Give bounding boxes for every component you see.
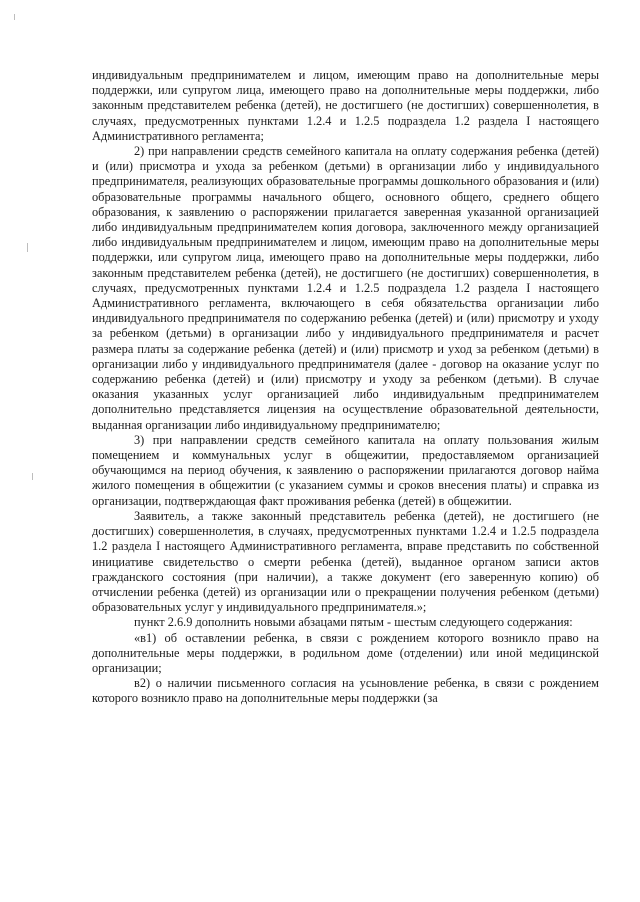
paragraph-item-2: 2) при направлении средств семейного капитала на оплату содержания ребенка (детей) и (или) присмотра и ухода за ребенком (детьми) в организации либо у индивидуального предпринимателя, реализующих образовательные программы дошкольного образования и (или) образовательные программы начального общего, основного общего, среднего общего образования, к заявлению о распоряжении прилагается заверенная указанной организацией либо индивидуальным предпринимателем копия договора, заключенного между организацией либо индивидуальным предпринимателем и лицом, имеющим право на дополнительные меры поддержки, или супругом лица, имеющего право на дополнительные меры поддержки, либо законным представителем ребенка (детей), не достигшего (не достигших) совершеннолетия, в случаях, предусмотренных пунктами 1.2.4 и 1.2.5 подраздела 1.2 раздела I настоящего Административного регламента, включающего в себя обязательства организации либо индивидуального предпринимателя по содержанию ребенка (детей) и (или) присмотру и уходу за ребенком (детьми) в организации либо у индивидуального предпринимателя и расчет размера платы за содержание ребенка (детей) и (или) присмотр и уход за ребенком (детьми) в организации либо у индивидуального предпринимателя (далее - договор на оказание услуг по содержанию ребенка (детей) и (или) присмотру и уходу за ребенком (детьми). В случае оказания указанных услуг организацией либо индивидуальным предпринимателем дополнительно представляется лицензия на осуществление образовательной деятельности, выданная организации либо индивидуальному предпринимателю; <box>92 144 599 432</box>
document-page <box>92 68 599 707</box>
paragraph-item-3: 3) при направлении средств семейного капитала на оплату пользования жилым помещением и коммунальных услуг в общежитии, предоставляемом организацией обучающимся на период обучения, к заявлению о распоряжении прилагаются договор найма жилого помещения в общежитии (с указанием суммы и сроков внесения платы) и справка из организации, подтверждающая факт проживания ребенка (детей) в общежитии. <box>92 432 599 508</box>
margin-mark <box>32 473 33 480</box>
margin-mark <box>27 243 28 252</box>
paragraph-applicant: Заявитель, а также законный представитель ребенка (детей), не достигшего (не достигших) совершеннолетия, в случаях, предусмотренных пунктами 1.2.4 и 1.2.5 подраздела 1.2 раздела I настоящего Административного регламента, вправе представить по собственной инициативе свидетельство о смерти ребенка (детей), выданное органом записи актов гражданского состояния (при наличии), а также документ (его заверенную копию) об отчислении ребенка (детей) из организации или о прекращении получения ребенком (детьми) образовательных услуг у индивидуального предпринимателя.»; <box>92 508 599 615</box>
paragraph-amendment: пункт 2.6.9 дополнить новыми абзацами пятым - шестым следующего содержания: <box>134 615 573 630</box>
paragraph-continuation: индивидуальным предпринимателем и лицом, имеющим право на дополнительные меры поддержки, или супругом лица, имеющего право на дополнительные меры поддержки, либо законным представителем ребенка (детей), не достигшего (не достигших) совершеннолетия, в случаях, предусмотренных пунктами 1.2.4 и 1.2.5 подраздела 1.2 раздела I настоящего Административного регламента; <box>92 68 599 143</box>
paragraph-item-v2: в2) о наличии письменного согласия на усыновление ребенка, в связи с рождением которого возникло право на дополнительные меры поддержки (за <box>92 676 599 706</box>
margin-mark <box>14 14 15 20</box>
paragraph-item-v1: «в1) об оставлении ребенка, в связи с рождением которого возникло право на дополнительные меры поддержки, в родильном доме (отделении) или иной медицинской организации; <box>92 630 599 675</box>
